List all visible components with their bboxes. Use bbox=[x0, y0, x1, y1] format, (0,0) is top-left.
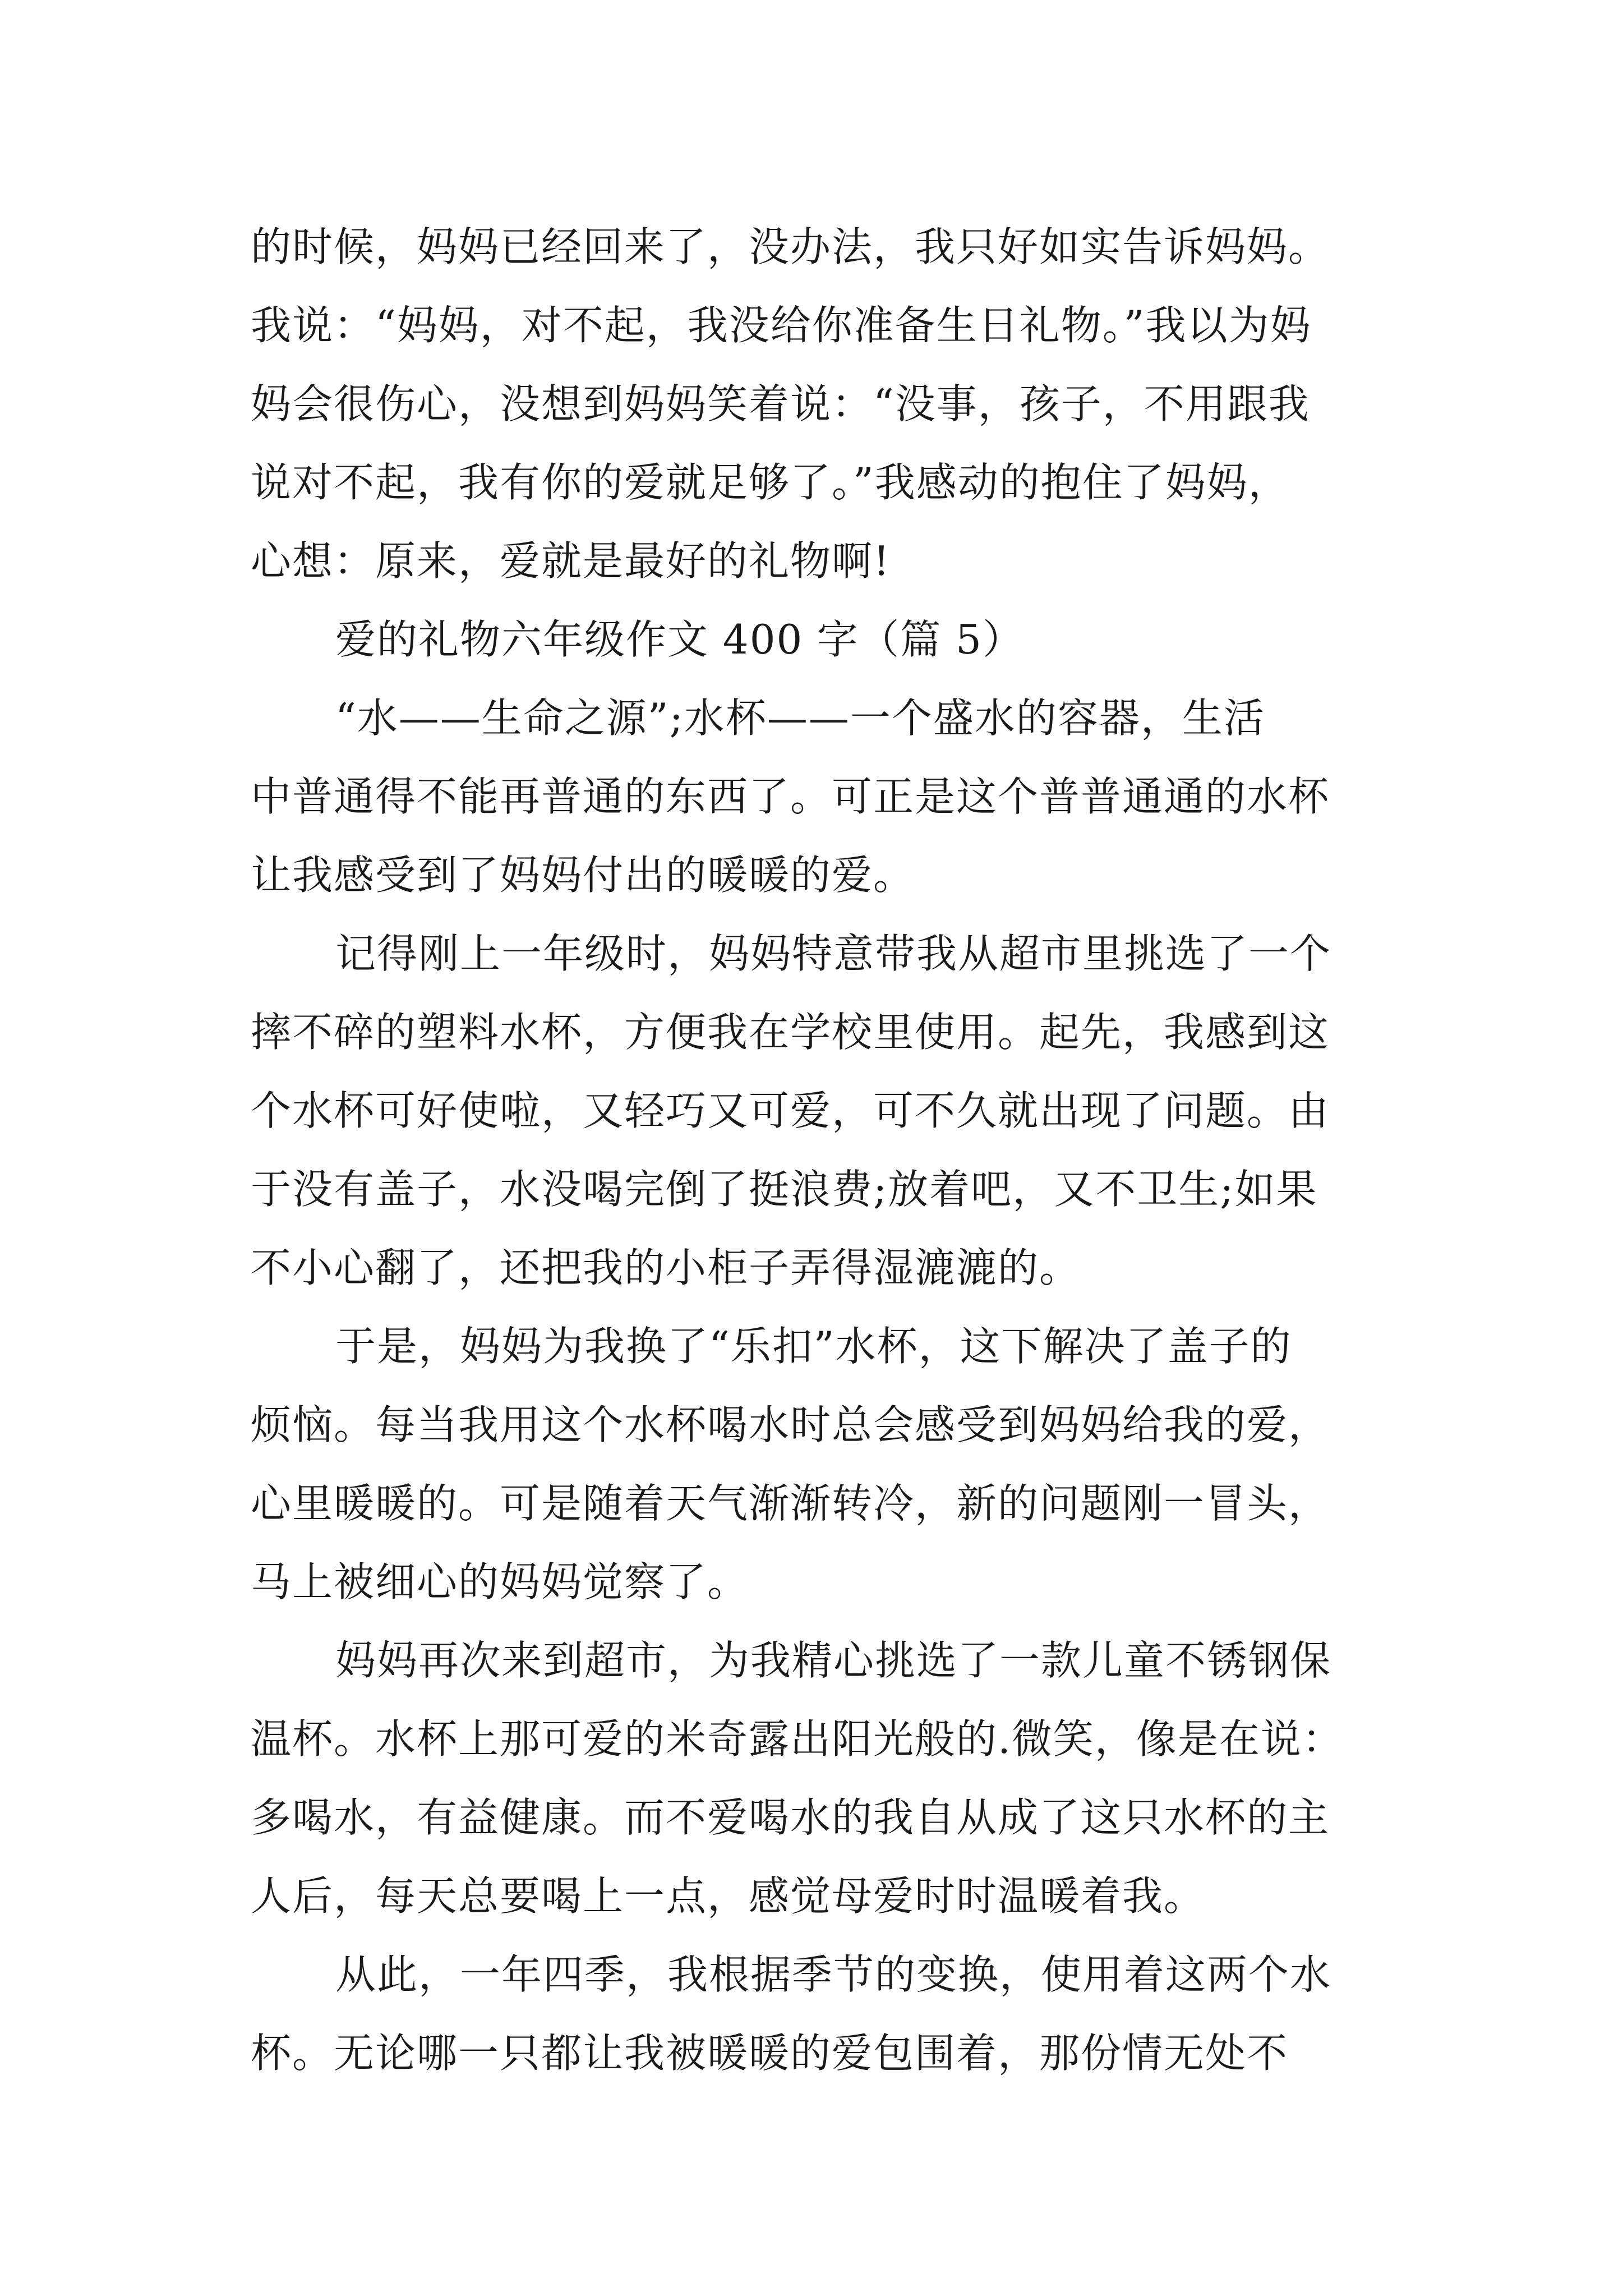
text-line: 个水杯可好使啦，又轻巧又可爱，可不久就出现了问题。由 bbox=[251, 1087, 1330, 1134]
text-line: 心想：原来，爱就是最好的礼物啊! bbox=[251, 537, 891, 585]
text-line: 让我感受到了妈妈付出的暖暖的爱。 bbox=[251, 852, 915, 899]
text-line: 中普通得不能再普通的东西了。可正是这个普普通通的水杯 bbox=[251, 773, 1330, 820]
paragraph-first-line: 记得刚上一年级时，妈妈特意带我从超市里挑选了一个 bbox=[335, 930, 1332, 977]
text-line: 烦恼。每当我用这个水杯喝水时总会感受到妈妈给我的爱， bbox=[251, 1401, 1330, 1448]
text-line: 妈会很伤心，没想到妈妈笑着说：“没事，孩子，不用跟我 bbox=[251, 380, 1310, 427]
text-line: 杯。无论哪一只都让我被暖暖的爱包围着，那份情无处不 bbox=[251, 2030, 1289, 2077]
paragraph-first-line: 妈妈再次来到超市，为我精心挑选了一款儿童不锈钢保 bbox=[335, 1637, 1332, 1684]
paragraph-first-line: 于是，妈妈为我换了“乐扣”水杯，这下解决了盖子的 bbox=[335, 1323, 1292, 1370]
text-line: 我说：“妈妈，对不起，我没给你准备生日礼物。”我以为妈 bbox=[251, 302, 1312, 349]
text-line: 于没有盖子，水没喝完倒了挺浪费;放着吧，又不卫生;如果 bbox=[251, 1166, 1318, 1213]
text-line: 马上被细心的妈妈觉察了。 bbox=[251, 1558, 749, 1605]
paragraph-first-line: “水——生命之源”;水杯——一个盛水的容器，生活 bbox=[335, 694, 1265, 742]
text-line: 温杯。水杯上那可爱的米奇露出阳光般的.微笑，像是在说： bbox=[251, 1715, 1344, 1763]
section-heading: 爱的礼物六年级作文 400 字（篇 5） bbox=[335, 616, 1024, 663]
text-line: 的时候，妈妈已经回来了，没办法，我只好如实告诉妈妈。 bbox=[251, 223, 1330, 270]
text-line: 多喝水，有益健康。而不爱喝水的我自从成了这只水杯的主 bbox=[251, 1794, 1330, 1841]
text-line: 心里暖暖的。可是随着天气渐渐转冷，新的问题刚一冒头， bbox=[251, 1480, 1330, 1527]
text-line: 说对不起，我有你的爱就足够了。”我感动的抱住了妈妈， bbox=[251, 459, 1290, 506]
text-line: 摔不碎的塑料水杯，方便我在学校里使用。起先，我感到这 bbox=[251, 1009, 1330, 1056]
text-line: 不小心翻了，还把我的小柜子弄得湿漉漉的。 bbox=[251, 1244, 1081, 1291]
paragraph-first-line: 从此，一年四季，我根据季节的变换，使用着这两个水 bbox=[335, 1951, 1332, 1998]
text-line: 人后，每天总要喝上一点，感觉母爱时时温暖着我。 bbox=[251, 1872, 1206, 1920]
